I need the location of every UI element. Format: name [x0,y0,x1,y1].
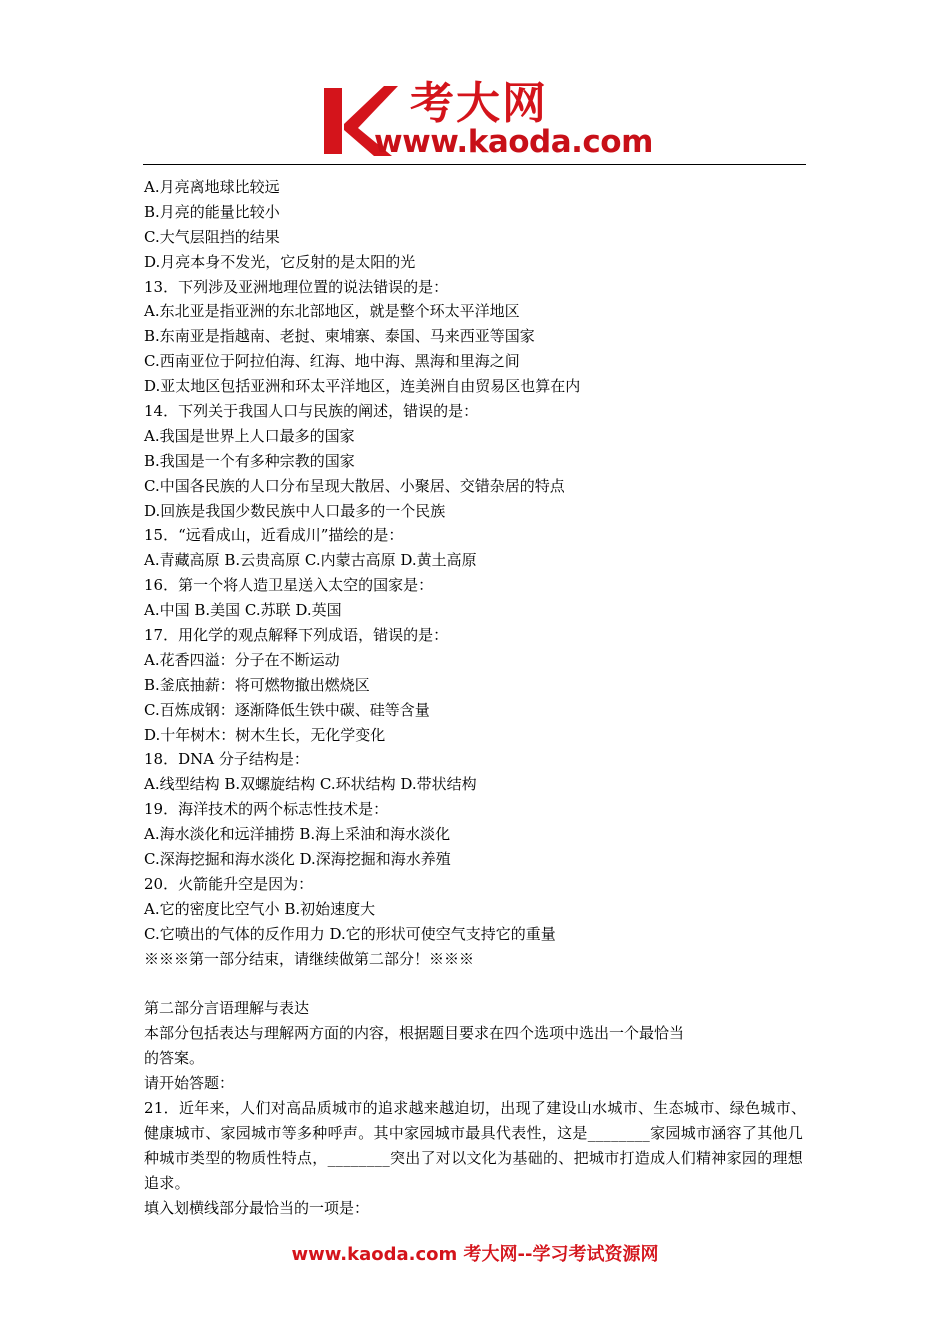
question-21: 21．近年来，人们对高品质城市的追求越来越迫切，出现了建设山水城市、生态城市、绿色城市、健康城市、家园城市等多种呼声。其中家园城市最具代表性，这是________家园城市涵容了其他几种城市类型的物质性特点，________突出了对以文化为基础的、把城市打造成人们精神家园的理想追求。 [144,1098,807,1192]
part2-intro-cont: 的答案。 [144,1049,205,1068]
option-line: A.它的密度比空气小 B.初始速度大 [144,899,376,918]
part2-intro: 本部分包括表达与理解两方面的内容，根据题目要求在四个选项中选出一个最恰当 [144,1024,685,1043]
question-17: 17．用化学的观点解释下列成语，错误的是： [144,626,449,645]
site-logo [318,78,653,160]
option-line: A.海水淡化和远洋捕捞 B.海上采油和海水淡化 [144,825,451,844]
question-16: 16．第一个将人造卫星送入太空的国家是： [144,576,434,595]
option-line: A.中国 B.美国 C.苏联 D.英国 [144,601,342,620]
option-line: C.深海挖掘和海水淡化 D.深海挖掘和海水养殖 [144,850,451,869]
logo-url-text: www.kaoda.com [374,124,653,160]
option-line: B.东南亚是指越南、老挝、柬埔寨、泰国、马来西亚等国家 [144,327,535,346]
question-18: 18．DNA 分子结构是： [144,750,309,769]
logo-chinese-text: 考大网 [410,78,548,129]
option-line: D.亚太地区包括亚洲和环太平洋地区，连美洲自由贸易区也算在内 [144,377,581,396]
option-line: A.青藏高原 B.云贵高原 C.内蒙古高原 D.黄土高原 [144,551,477,570]
fill-prompt: 填入划横线部分最恰当的一项是： [144,1198,370,1217]
document-body [144,175,808,1220]
option-line: C.西南亚位于阿拉伯海、红海、地中海、黑海和里海之间 [144,352,520,371]
option-line: B.釜底抽薪：将可燃物撤出燃烧区 [144,675,370,694]
option-line: C.中国各民族的人口分布呈现大散居、小聚居、交错杂居的特点 [144,476,565,495]
question-13: 13．下列涉及亚洲地理位置的说法错误的是： [144,277,449,296]
part2-title: 第二部分言语理解与表达 [144,999,310,1018]
option-line: B.月亮的能量比较小 [144,202,280,221]
question-19: 19．海洋技术的两个标志性技术是： [144,800,389,819]
option-line: A.月亮离地球比较远 [144,178,280,196]
option-line: D.回族是我国少数民族中人口最多的一个民族 [144,501,446,520]
option-line: D.月亮本身不发光，它反射的是太阳的光 [144,252,416,271]
part1-end-notice: ※※※第一部分结束，请继续做第二部分！※※※ [144,949,475,968]
header-divider [143,164,806,165]
start-instruction: 请开始答题： [144,1074,235,1093]
question-15: 15．“远看成山，近看成川”描绘的是： [144,526,404,545]
option-line: C.百炼成钢：逐渐降低生铁中碳、硅等含量 [144,700,430,719]
blank-line [144,972,808,997]
option-line: A.东北亚是指亚洲的东北部地区，就是整个环太平洋地区 [144,302,520,321]
option-line: A.线型结构 B.双螺旋结构 C.环状结构 D.带状结构 [144,775,477,794]
question-20: 20．火箭能升空是因为： [144,874,314,893]
option-line: D.十年树木：树木生长，无化学变化 [144,725,386,744]
footer-banner: www.kaoda.com 考大网--学习考试资源网 [291,1244,659,1265]
option-line: B.我国是一个有多种宗教的国家 [144,451,355,470]
option-line: C.大气层阻挡的结果 [144,227,280,246]
question-14: 14．下列关于我国人口与民族的阐述，错误的是： [144,402,479,421]
option-line: A.花香四溢：分子在不断运动 [144,650,340,669]
option-line: C.它喷出的气体的反作用力 D.它的形状可使空气支持它的重量 [144,924,556,943]
option-line: A.我国是世界上人口最多的国家 [144,426,355,445]
